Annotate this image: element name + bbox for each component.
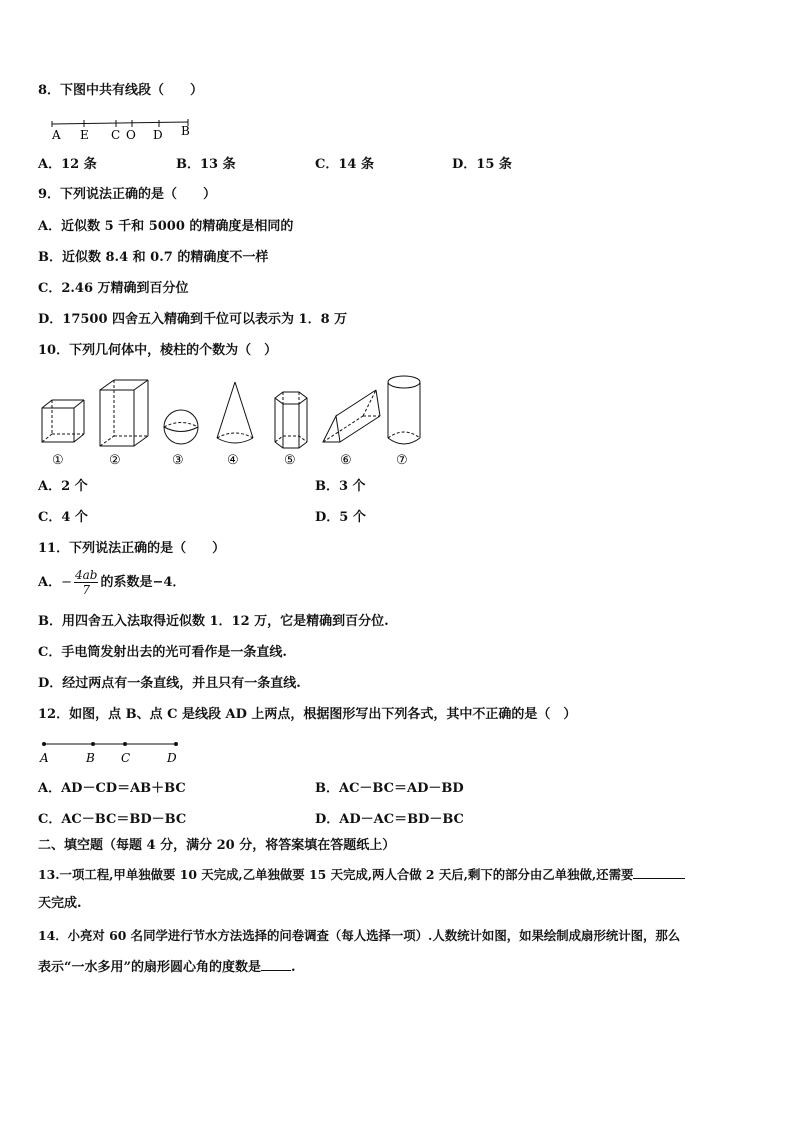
q8-option-a[interactable]: A．12 条 [38, 157, 97, 172]
section-heading: 二、填空题（每题 4 分，满分 20 分，将答案填在答题纸上） [38, 838, 396, 853]
q8-point-label: C [111, 128, 121, 142]
cone-shape [217, 382, 253, 443]
q8-option-b[interactable]: B．13 条 [176, 157, 236, 172]
q12-stem: 12．如图，点 B、点 C 是线段 AD 上两点，根据图形写出下列各式，其中不正确的是（ ） [38, 707, 577, 722]
q10-option-c[interactable]: C．4 个 [38, 510, 88, 525]
q9-stem: 9．下列说法正确的是（ ） [38, 187, 217, 202]
solid-label: ⑤ [284, 453, 296, 468]
q10-option-b[interactable]: B．3 个 [315, 479, 366, 494]
q8-segment-figure [46, 118, 196, 142]
q8-stem: 8．下图中共有线段（ ） [38, 83, 204, 98]
q12-point-label: B [86, 751, 95, 765]
q11-minus-sign: − [61, 575, 72, 590]
rectangular-prism-shape [100, 380, 148, 446]
q13-text: 13.一项工程,甲单独做要 10 天完成,乙单独做要 15 天完成,两人合做 2 天后,剩下的部分由乙单独做,还需要 [38, 867, 634, 882]
solid-label: ④ [227, 453, 239, 468]
q8-option-d[interactable]: D．15 条 [452, 157, 512, 172]
q11-option-b[interactable]: B．用四舍五入法取得近似数 1．12 万，它是精确到百分位. [38, 614, 389, 629]
q13-answer-blank[interactable] [633, 866, 685, 879]
q12-point-label: C [121, 751, 131, 765]
q12-option-b[interactable]: B．AC－BC＝AD－BD [315, 781, 464, 796]
q14-text: 表示“一水多用”的扇形圆心角的度数是 [38, 960, 261, 975]
q9-option-a[interactable]: A．近似数 5 千和 5000 的精确度是相同的 [38, 219, 294, 234]
q8-point-label: E [80, 128, 89, 142]
q8-point-label: D [153, 128, 163, 142]
q11-option-d[interactable]: D．经过两点有一条直线，并且只有一条直线. [38, 676, 301, 691]
q8-point-label: O [126, 128, 136, 142]
q12-point-label: D [167, 751, 177, 765]
solid-label: ① [52, 453, 64, 468]
q8-point-label: A [52, 128, 61, 142]
q12-point-label: A [40, 751, 49, 765]
q12-option-d[interactable]: D．AD－AC＝BD－BC [315, 812, 464, 827]
q11-fraction-denominator: 7 [82, 583, 91, 597]
q8-point-label: B [181, 124, 190, 138]
q10-option-d[interactable]: D．5 个 [315, 510, 366, 525]
q10-stem: 10．下列几何体中，棱柱的个数为（ ） [38, 343, 278, 358]
q14-line2 [38, 958, 296, 976]
cylinder-shape [388, 376, 420, 444]
q13-line2: 天完成. [38, 896, 82, 911]
q9-option-b[interactable]: B．近似数 8.4 和 0.7 的精确度不一样 [38, 250, 269, 265]
q12-option-c[interactable]: C．AC－BC＝BD－BC [38, 812, 187, 827]
q12-segment-figure [38, 736, 188, 768]
q11-option-c[interactable]: C．手电筒发射出去的光可看作是一条直线. [38, 645, 287, 660]
q14-answer-blank[interactable] [261, 958, 291, 971]
solid-label: ③ [172, 453, 184, 468]
solid-label: ⑥ [340, 453, 352, 468]
q11-option-a-prefix: A． [38, 575, 62, 590]
q11-option-a[interactable] [38, 566, 185, 600]
q11-fraction [74, 568, 98, 597]
q14-text-end: . [290, 960, 296, 975]
solid-label: ② [109, 453, 121, 468]
cube-shape [42, 400, 84, 442]
q10-solids-figure [36, 372, 426, 470]
q12-option-a[interactable]: A．AD－CD＝AB＋BC [38, 781, 186, 796]
q9-option-c[interactable]: C．2.46 万精确到百分位 [38, 281, 189, 296]
solid-label: ⑦ [396, 453, 408, 468]
sphere-shape [164, 410, 198, 444]
q9-option-d[interactable]: D．17500 四舍五入精确到千位可以表示为 1．8 万 [38, 312, 348, 327]
q11-option-a-suffix: 的系数是−4． [100, 575, 186, 590]
q13-line1 [38, 866, 685, 883]
q8-option-c[interactable]: C．14 条 [315, 157, 374, 172]
q11-fraction-numerator: 4ab [75, 568, 98, 582]
q14-line1: 14．小亮对 60 名同学进行节水方法选择的问卷调查（每人选择一项）.人数统计如图，如果绘制成扇形统计图，那么 [38, 928, 681, 943]
hexagonal-prism-shape [275, 392, 307, 448]
triangular-prism-shape [323, 390, 380, 442]
q11-stem: 11．下列说法正确的是（ ） [38, 541, 226, 556]
q10-option-a[interactable]: A．2 个 [38, 479, 88, 494]
